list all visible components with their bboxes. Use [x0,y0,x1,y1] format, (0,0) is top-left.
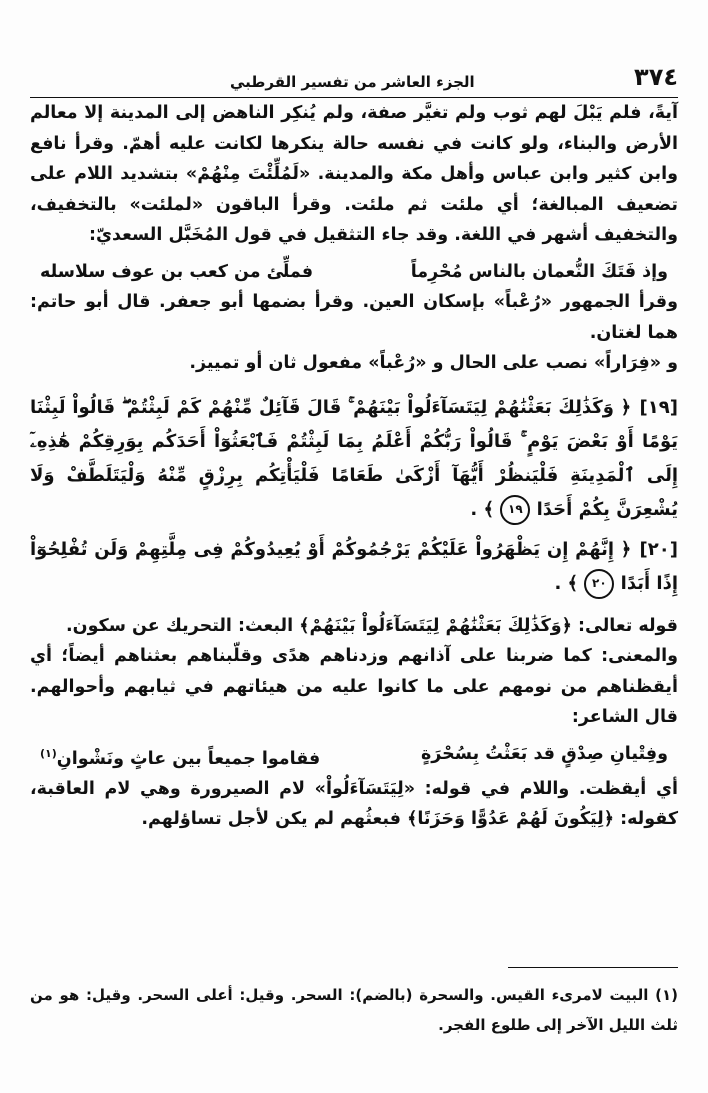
paragraph: و «فِرَاراً» نصب على الحال و «رُعْباً» مفعول ثان أو تمييز. [189,353,678,373]
paragraph: والمعنى: كما ضربنا على آذانهم وزدناهم هدًى وقلّبناهم بعثناهم أيضاً؛ أي أيقظناهم من نومهم على ما كانوا عليه من هيئاتهم في ثيابهم وأحوالهم. قال الشاعر: [30,646,678,727]
verse-hemistich-right: وإذ فَتَكَ النُّعمان بالناس مُحْرِماً [410,261,668,282]
running-title: الجزء العاشر من تفسير القرطبي [230,73,475,91]
verse-number: [١٩] [639,396,678,418]
footnote-separator [508,967,678,968]
verse-hemistich-left: فقاموا جميعاً بين عاثٍ ونَشْوانِ$^{(١)}$ [40,746,321,769]
quran-text: ﴿ وَكَذَٰلِكَ بَعَثْنَٰهُمْ لِيَتَسَآءَلُواْ بَيْنَهُمْ ۚ قَالَ قَآئِلٌ مِّنْهُمْ كَمْ لَبِثْتُمْ ۖ قَالُواْ لَبِثْنَا يَوْمًا أَوْ بَعْضَ يَوْمٍ ۚ قَالُواْ رَبُّكُمْ أَعْلَمُ بِمَا لَبِثْتُمْ فَٱبْعَثُوٓاْ أَحَدَكُم بِوَرِقِكُمْ هَٰذِهِۦٓ إِلَى ٱلْمَدِينَةِ فَلْيَنظُرْ أَيُّهَآ أَزْكَىٰ طَعَامًا فَلْيَأْتِكُم بِرِزْقٍ مِّنْهُ وَلْيَتَلَطَّفْ وَلَا يُشْعِرَنَّ بِكُمْ أَحَدًا [30,396,678,520]
poem-verse [40,257,668,288]
quran-close: ﴾ . [554,572,579,594]
quran-verse-19 [30,391,678,527]
paragraph: قوله تعالى: ﴿وَكَذَٰلِكَ بَعَثْنَٰهُمْ لِيَتَسَآءَلُواْ بَيْنَهُمْ﴾ البعث: التحريك عن سكون. [66,615,678,636]
ayah-end-mark: ٢٠ [584,569,614,599]
paragraph: أي أيقظت. واللام في قوله: «لِيَتَسَآءَلُواْ» لام الصيرورة وهي لام العاقبة، كقوله: ﴿لِيَكُونَ لَهُمْ عَدُوًّا وَحَزَنًا﴾ فبعثُهم لم يكن لأجل تساؤلهم. [30,778,678,830]
page-number: ٣٧٤ [634,63,678,91]
book-page [30,0,678,1093]
verse-number: [٢٠] [639,538,678,560]
footnote: (١) البيت لامرىء القيس. والسحرة (بالضم): السحر. وقيل: أعلى السحر. وقيل: هو من ثلث الليل الآخر إلى طلوع الفجر. [30,986,678,1034]
paragraph: آيةً، فلم يَبْلَ لهم ثوب ولم تغيَّر صفة، ولم يُنكِر الناهض إلى المدينة إلا معالم الأرض والبناء، ولو كانت في نفسه حالة ينكرها لكانت عليه أهمّ. وقرأ نافع وابن كثير وابن عباس وأهل مكة والمدينة. «لَمُلِّئْتَ مِنْهُمْ» بتشديد اللام على تضعيف المبالغة؛ أي ملئت ثم ملئت. وقرأ الباقون «لملئت» بالتخفيف، والتخفيف أشهر في اللغة. وقد جاء التثقيل في قول المُخَبَّل السعديّ: [30,103,678,245]
page-header [30,55,678,98]
quran-verse-20 [30,533,678,601]
verse-hemistich-right: وفِتْيانِ صِدْقٍ قد بَعَثْتُ بِسُحْرَةٍ [420,743,668,764]
quran-text: ﴿ إِنَّهُمْ إِن يَظْهَرُواْ عَلَيْكُمْ يَرْجُمُوكُمْ أَوْ يُعِيدُوكُمْ فِى مِلَّتِهِمْ وَلَن تُفْلِحُوٓاْ إِذًا أَبَدًا [30,538,678,594]
quran-close: ﴾ . [470,498,495,520]
footnote-ref: (١) [40,746,57,760]
verse-hemistich-left: فملِّئ من كعب بن عوف سلاسله [40,261,314,282]
paragraph: وقرأ الجمهور «رُعْباً» بإسكان العين. وقرأ بضمها أبو جعفر. قال أبو حاتم: هما لغتان. [30,292,678,343]
poem-verse [40,739,668,774]
page-body [30,98,678,835]
ayah-end-mark: ١٩ [500,495,530,525]
